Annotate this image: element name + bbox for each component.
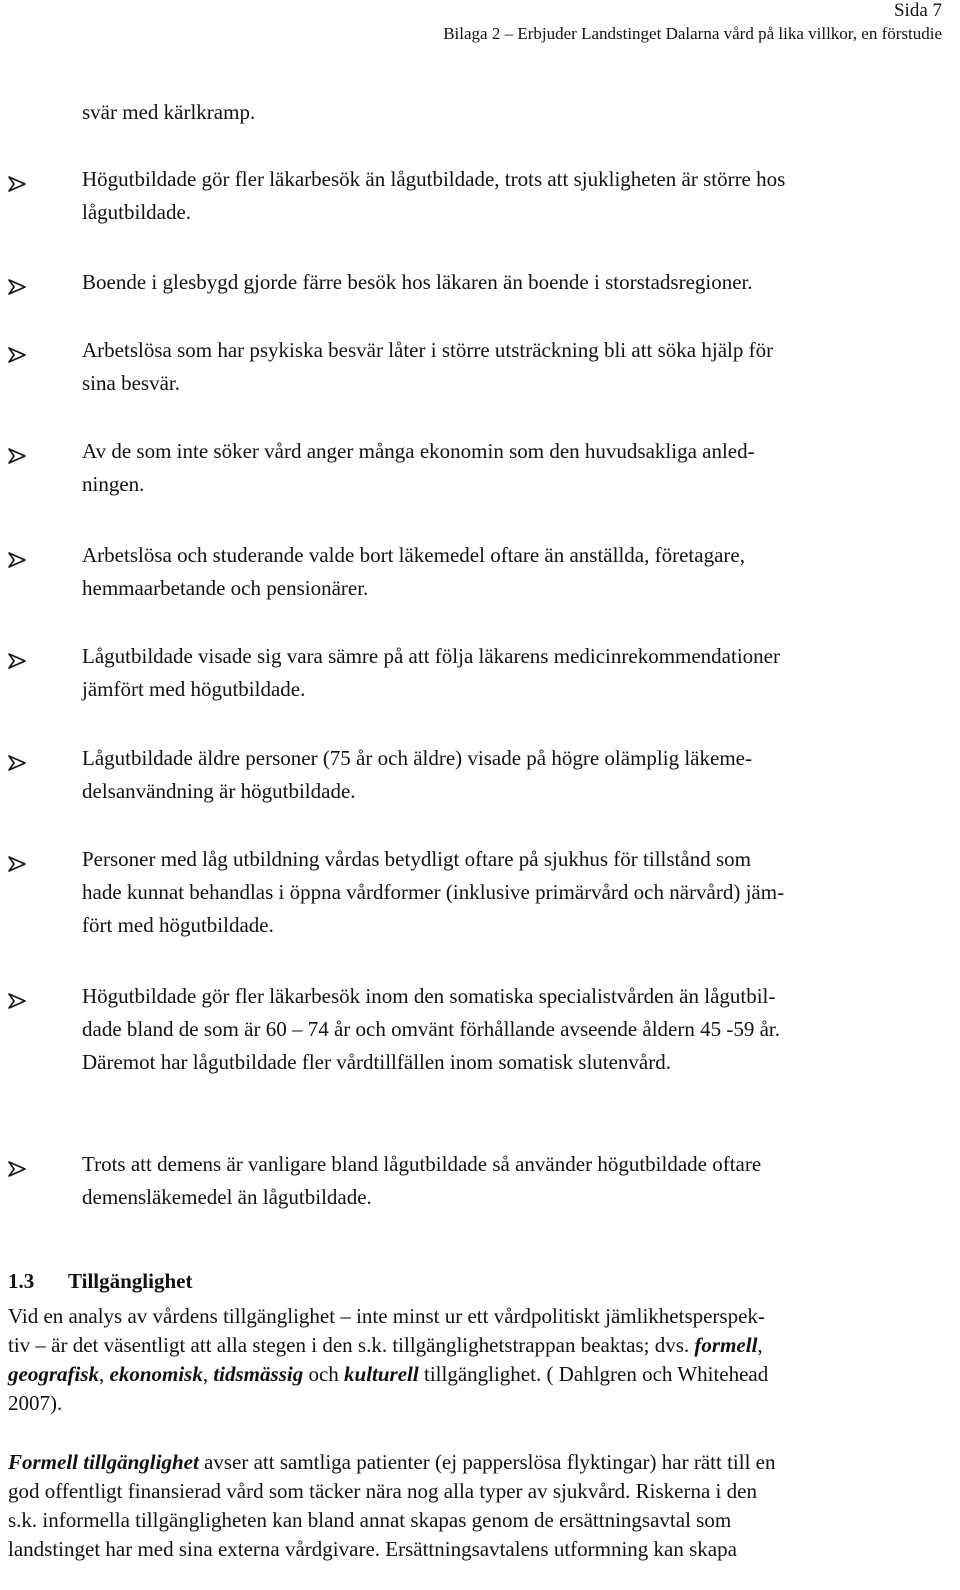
bullet-line: Högutbildade gör fler läkarbesök än lågutbildade, trots att sjukligheten är större hos — [82, 167, 786, 191]
term-kulturell: kulturell — [344, 1362, 419, 1386]
arrow-bullet-icon — [8, 442, 26, 460]
bullet-text — [82, 1148, 953, 1214]
bullet-line: ningen. — [82, 472, 145, 496]
section-number: 1.3 — [8, 1269, 35, 1293]
bullet-line: Personer med låg utbildning vårdas betydligt oftare på sjukhus för tillstånd som — [82, 847, 751, 871]
bullet-line: Av de som inte söker vård anger många ekonomin som den huvudsakliga anled- — [82, 439, 755, 463]
bullet-item — [8, 266, 953, 299]
arrow-bullet-icon — [8, 1155, 26, 1173]
bullet-line: Trots att demens är vanligare bland lågutbildade så använder högutbildade oftare — [82, 1152, 762, 1176]
text-run: , — [99, 1362, 110, 1386]
bullet-line: delsanvändning är högutbildade. — [82, 779, 356, 803]
bullet-item — [8, 435, 953, 501]
bullet-text — [82, 980, 953, 1079]
bullet-text — [82, 435, 953, 501]
arrow-bullet-icon — [8, 546, 26, 564]
page-number: Sida 7 — [893, 0, 942, 21]
section-title: Tillgänglighet — [68, 1269, 193, 1293]
bullet-text — [82, 843, 953, 942]
text-run: , — [757, 1333, 763, 1357]
bullet-line: Arbetslösa som har psykiska besvär låter i större utsträckning bli att söka hjälp för — [82, 338, 774, 362]
arrow-bullet-icon — [8, 647, 26, 665]
paragraph-line: landstinget har med sina externa vårdgivare. Ersättningsavtalens utformning kan skapa — [8, 1537, 737, 1561]
arrow-bullet-icon — [8, 987, 26, 1005]
bullet-line: Arbetslösa och studerande valde bort läkemedel oftare än anställda, företagare, — [82, 543, 745, 567]
term-ekonomisk: ekonomisk — [109, 1362, 203, 1386]
bullet-text — [82, 163, 953, 229]
paragraph-line — [8, 1448, 948, 1477]
bullet-text — [82, 640, 953, 706]
term-formell-tillganglighet: Formell tillgänglighet — [8, 1450, 199, 1474]
arrow-bullet-icon — [8, 341, 26, 359]
bullet-line: Lågutbildade äldre personer (75 år och äldre) visade på högre olämplig läkeme- — [82, 746, 752, 770]
term-tidsmassig: tidsmässig — [213, 1362, 304, 1386]
section-heading — [8, 1265, 192, 1298]
term-geografisk: geografisk — [8, 1362, 99, 1386]
paragraph-line: s.k. informella tillgängligheten kan bland annat skapas genom de ersättningsavtal som — [8, 1508, 732, 1532]
term-formell: formell — [694, 1333, 758, 1357]
bullet-item — [8, 334, 953, 400]
text-run: tillgänglighet. ( Dahlgren och Whitehead — [418, 1362, 769, 1386]
bullet-item — [8, 163, 953, 229]
text-run: tiv – är det väsentligt att alla stegen i den s.k. tillgänglighetstrappan beaktas; dvs. — [8, 1333, 695, 1357]
bullet-line: lågutbildade. — [82, 200, 192, 224]
arrow-bullet-icon — [8, 749, 26, 767]
paragraph-line — [8, 1360, 948, 1389]
bullet-line: dade bland de som är 60 – 74 år och omvänt förhållande avseende åldern 45 -59 år. — [82, 1017, 781, 1041]
bullet-line: Däremot har lågutbildade fler vårdtillfällen inom somatisk slutenvård. — [82, 1050, 671, 1074]
bullet-line: Högutbildade gör fler läkarbesök inom den somatiska specialistvården än lågutbil- — [82, 984, 776, 1008]
text-run: och — [303, 1362, 345, 1386]
bullet-text — [82, 266, 953, 299]
paragraph-line — [8, 1331, 948, 1360]
running-title: Bilaga 2 – Erbjuder Landstinget Dalarna vård på lika villkor, en förstudie — [443, 24, 942, 43]
bullet-text — [82, 334, 953, 400]
bullet-item — [8, 980, 953, 1079]
paragraph-line: 2007). — [8, 1391, 63, 1415]
bullet-line: Lågutbildade visade sig vara sämre på att följa läkarens medicinrekommendationer — [82, 644, 780, 668]
arrow-bullet-icon — [8, 273, 26, 291]
paragraph-line: Vid en analys av vårdens tillgänglighet – inte minst ur ett vårdpolitiskt jämlikhetsperspek- — [8, 1304, 765, 1328]
bullet-line: demensläkemedel än lågutbildade. — [82, 1185, 372, 1209]
bullet-item — [8, 1148, 953, 1214]
bullet-text — [82, 742, 953, 808]
continued-text: svär med kärlkramp. — [82, 100, 256, 124]
arrow-bullet-icon — [8, 170, 26, 188]
bullet-line: hemmaarbetande och pensionärer. — [82, 576, 369, 600]
text-run: , — [202, 1362, 214, 1386]
accessibility-paragraph — [8, 1302, 948, 1418]
bullet-line: Boende i glesbygd gjorde färre besök hos läkaren än boende i storstadsregioner. — [82, 270, 753, 294]
bullet-item — [8, 742, 953, 808]
bullet-item — [8, 640, 953, 706]
text-run: avser att samtliga patienter (ej papperslösa flyktingar) har rätt till en — [198, 1450, 776, 1474]
bullet-line: jämfört med högutbildade. — [82, 677, 306, 701]
bullet-line: hade kunnat behandlas i öppna vårdformer (inklusive primärvård och närvård) jäm- — [82, 880, 785, 904]
paragraph-line: god offentligt finansierad vård som täcker nära nog alla typer av sjukvård. Riskerna i den — [8, 1479, 757, 1503]
formal-accessibility-paragraph — [8, 1448, 948, 1564]
bullet-line: fört med högutbildade. — [82, 913, 274, 937]
bullet-line: sina besvär. — [82, 371, 180, 395]
bullet-text — [82, 539, 953, 605]
arrow-bullet-icon — [8, 850, 26, 868]
bullet-item — [8, 539, 953, 605]
bullet-item — [8, 843, 953, 942]
